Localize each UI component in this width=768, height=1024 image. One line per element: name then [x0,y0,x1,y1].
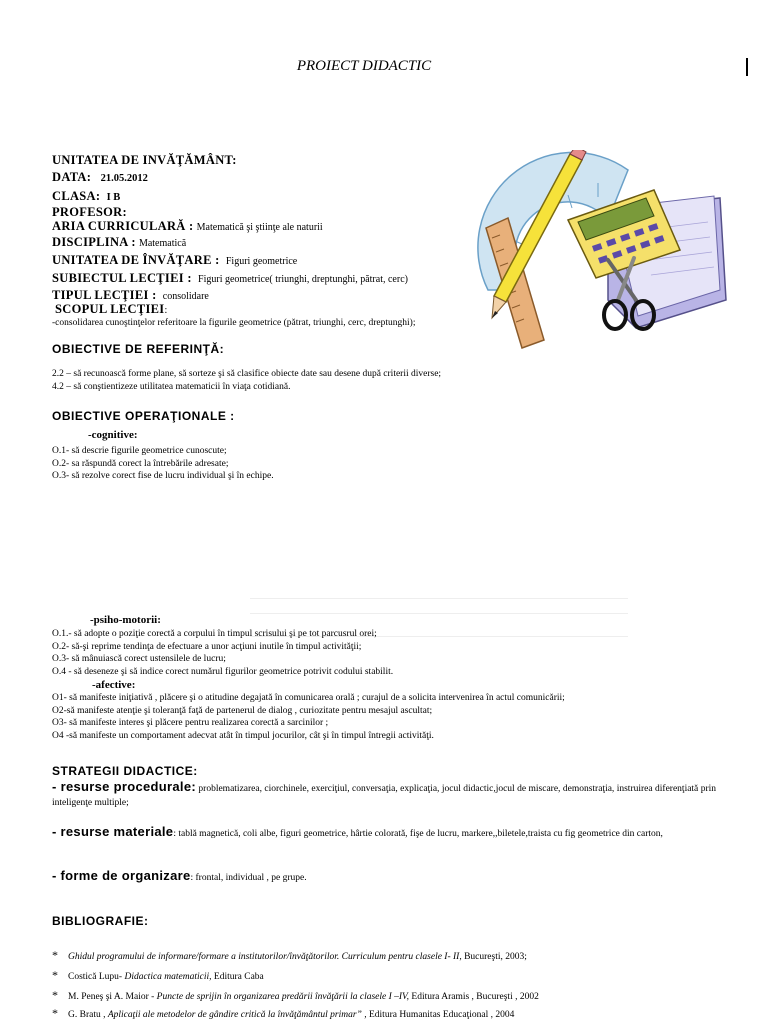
strategii-heading: STRATEGII DIDACTICE: [52,764,198,778]
scop-value: -consolidarea cunoştinţelor referitoare la figurile geometrice (pătrat, triunghi, cerc, dreptunghi); [52,318,416,328]
bibliografie-item: * M. Peneş şi A. Maior - Puncte de sprijin în organizarea predării învăţării la clasele I –IV, Editura Aramis , Bucureşti , 2002 [52,988,539,1002]
bibliografie-item: * Ghidul programului de informare/formare a institutorilor/învăţătorilor. Curriculum pentru clasele I- II, Bucureşti, 2003; [52,948,527,962]
list-item: O1- să manifeste iniţiativă , plăcere şi o atitudine degajată în comunicarea orală ; curajul de a solicita intervenirea în actul comunicării; [52,693,565,703]
profesor-line: PROFESOR: [52,205,127,219]
forme-organizare-value: : frontal, individual , pe grupe. [190,873,307,883]
cognitive-label: -cognitive: [88,429,138,441]
disciplina-line: DISCIPLINA : Matematică [52,235,187,249]
text-cursor [746,58,748,76]
obiective-referinta-list [52,368,441,393]
forme-organizare-label: - forme de organizare [52,868,191,883]
resurse-procedurale-label: - resurse procedurale: [52,779,196,794]
obiective-referinta-heading: OBIECTIVE DE REFERINŢĂ: [52,342,225,356]
psiho-motorii-list [52,628,393,679]
resurse-procedurale [52,780,716,810]
list-item: O.1- să descrie figurile geometrice cunoscute; [52,446,227,456]
list-item: O.2- să-şi reprime tendinţa de efectuare a unor acţiuni inutile în timpul activităţii; [52,641,362,652]
math-tools-clipart-icon [458,150,728,350]
afective-list [52,692,716,743]
list-item: O.3- să rezolve corect fise de lucru individual şi în echipe. [52,471,274,482]
list-item: O3- să manifeste interes şi plăcere pentru realizarea corectă a sarcinilor ; [52,718,329,729]
resurse-procedurale-value: problematizarea, ciorchinele, exerciţiul, conversaţia, explicaţia, jocul didactic,jocul de miscare, demonstraţia, instruirea diferenţiată prin inteligenţe multiple; [52,784,717,808]
list-item: O2-să manifeste atenţie şi toleranţă faţă de partenerul de dialog , curiozitate pentru mesajul ascultat; [52,705,433,716]
resurse-materiale-label: - resurse materiale [52,824,174,839]
scop-heading: SCOPUL LECŢIEI: [55,302,168,316]
data-line: DATA: 21.05.2012 [52,170,148,184]
divider [250,598,628,599]
document-title: PROIECT DIDACTIC [296,58,432,74]
afective-label: -afective: [92,679,136,691]
subiect-line: SUBIECTUL LECŢIEI : Figuri geometrice( triunghi, dreptunghi, pătrat, cerc) [52,271,408,285]
list-item: O.3- să mânuiască corect ustensilele de lucru; [52,654,226,665]
list-item: 2.2 – să recunoască forme plane, să sorteze şi să clasifice obiecte date sau desene după criterii diverse; [52,369,442,379]
list-item: O.4 - să deseneze şi să indice corect numărul figurilor geometrice potrivit codului stabilit. [52,667,394,678]
unitate-invatamant: UNITATEA DE INVĂŢĂMÂNT: [52,153,237,167]
unitatea-invatare-line: UNITATEA DE ÎNVĂŢARE : Figuri geometrice [52,253,298,267]
list-item: 4.2 – să conştientizeze utilitatea matematicii în viaţa cotidiană. [52,381,291,392]
list-item: O.2- sa răspundă corect la întrebările adresate; [52,458,229,469]
bibliografie-item: * G. Bratu , Aplicaţii ale metodelor de gândire critică la învăţământul primar” , Editura Humanitas Educaţional , 2004 [52,1006,515,1020]
bibliografie-item: * Costică Lupu- Didactica matematicii, Editura Caba [52,968,264,982]
bibliografie-heading: BIBLIOGRAFIE: [52,914,149,928]
psiho-motorii-label: -psiho-motorii: [90,614,161,626]
cognitive-list [52,445,274,483]
forme-organizare [52,869,716,886]
resurse-materiale-value: : tablă magnetică, coli albe, figuri geometrice, hârtie colorată, fişe de lucru, markere,,biletele,traista cu fig geometrice din carton, [173,829,663,839]
tipul-line: TIPUL LECŢIEI : consolidare [52,288,209,302]
obiective-operationale-heading: OBIECTIVE OPERAŢIONALE : [52,409,235,423]
clasa-line: CLASA: I B [52,189,121,203]
divider [250,613,628,614]
list-item: O4 -să manifeste un comportament adecvat atât în timpul jocurilor, cât şi în timpul întregii activităţi. [52,731,434,742]
aria-line: ARIA CURRICULARĂ : Matematică şi ştiinţe ale naturii [52,219,323,233]
list-item: O.1.- să adopte o poziţie corectă a corpului în timpul scrisului şi pe tot parcusrul orei; [52,629,377,639]
resurse-materiale [52,825,716,842]
